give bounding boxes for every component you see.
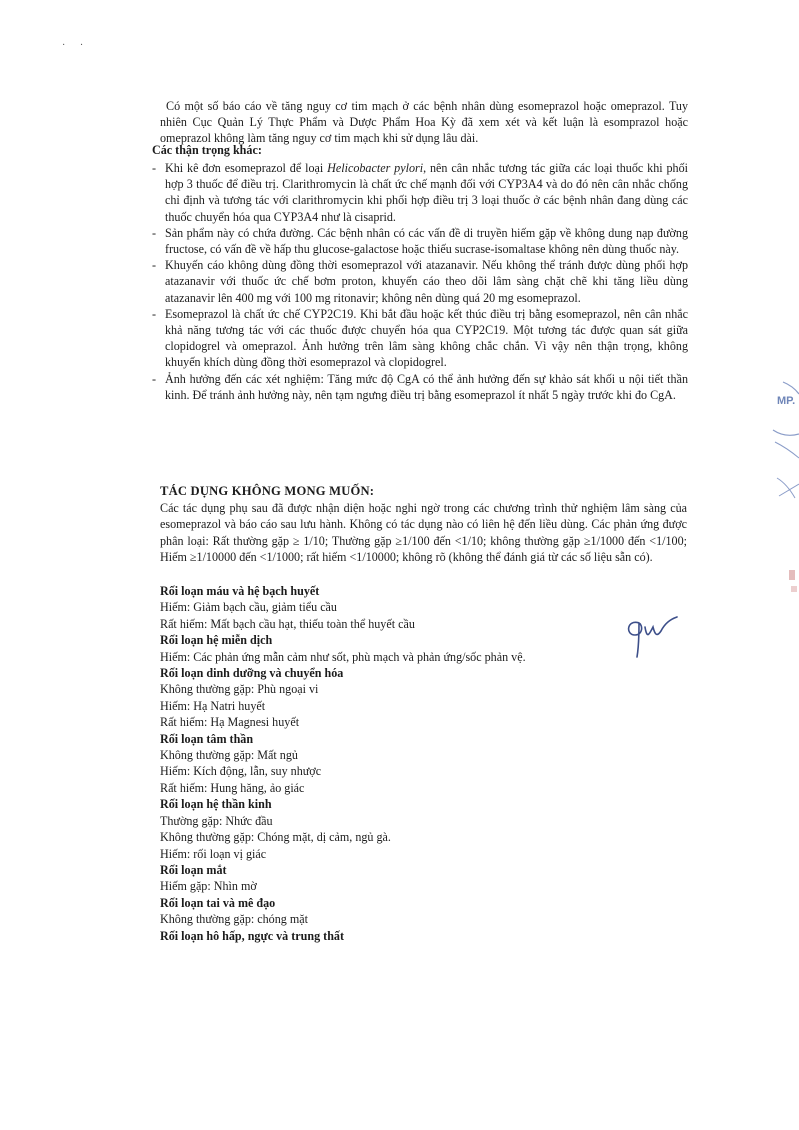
other-cautions-heading: Các thận trọng khác: xyxy=(152,143,262,157)
caution-item xyxy=(152,257,688,306)
caution-item xyxy=(152,371,688,403)
section-ear xyxy=(160,895,688,928)
section-item: Thường gặp: Nhức đầu xyxy=(160,813,273,828)
section-item: Rất hiếm: Mất bạch cầu hạt, thiếu toàn thể huyết cầu xyxy=(160,616,415,631)
section-item: Hiếm: rối loạn vị giác xyxy=(160,846,267,861)
caution-text-cont: , nên cân nhắc tương tác giữa các loại thuốc khi phối hợp 3 thuốc để điều trị. Clarithromycin là chất ức chế mạnh đối với CYP3A4 và do đó nên cân nhắc chống chỉ định và tương tác với clarithromycin khi phối hợp điều trị 3 loại thuốc ở các bệnh nhân đang dùng các thuốc chuyển hóa qua CYP3A4 như là cisaprid. xyxy=(165,161,689,224)
intro-paragraph: Có một số báo cáo về tăng nguy cơ tim mạch ở các bệnh nhân dùng esomeprazol hoặc omeprazol. Tuy nhiên Cục Quản Lý Thực Phẩm và Dược Phẩm Hoa Kỳ đã xem xét và kết luận là esomprazol hoặc omeprazol không làm tăng nguy cơ tim mạch khi sử dụng lâu dài. xyxy=(160,99,688,146)
section-item: Hiếm: Các phản ứng mẫn cảm như sốt, phù mạch và phản ứng/sốc phản vệ. xyxy=(160,649,526,664)
adverse-effects-sections xyxy=(160,583,688,944)
section-psychiatric xyxy=(160,731,688,797)
caution-item xyxy=(152,160,688,225)
section-nervous xyxy=(160,796,688,862)
section-heading: Rối loạn hệ thần kinh xyxy=(160,797,272,812)
caution-item xyxy=(152,225,688,257)
section-item: Không thường gặp: Chóng mặt, dị cảm, ngủ gà. xyxy=(160,830,391,845)
section-item: Hiếm gặp: Nhìn mờ xyxy=(160,879,257,894)
section-metabolism xyxy=(160,665,688,731)
cautions-list xyxy=(152,160,688,403)
adverse-effects-intro: Các tác dụng phụ sau đã được nhận diện hoặc nghi ngờ trong các chương trình thử nghiệm lâm sàng của esomeprazol và báo cáo sau lưu hành. Không có tác dụng nào có liên hệ đến liều dùng. Các phản ứng được phân loại: Rất thường gặp ≥ 1/10; Thường gặp ≥1/100 đến <1/10; không thường gặp ≥1/1000 đến <1/100; Hiếm ≥1/10000 đến <1/1000; rất hiếm <1/10000; không rõ (không thể đánh giá từ các số liệu sẵn có). xyxy=(160,501,687,564)
caution-text: Khi kê đơn esomeprazol để loại xyxy=(165,161,328,175)
section-item: Hiếm: Kích động, lẫn, suy nhược xyxy=(160,764,322,779)
section-item: Không thường gặp: Mất ngủ xyxy=(160,748,298,763)
section-heading: Rối loạn dinh dưỡng và chuyển hóa xyxy=(160,666,344,681)
corner-marks: · · xyxy=(62,40,90,51)
section-item: Rất hiếm: Hạ Magnesi huyết xyxy=(160,715,300,730)
section-heading: Rối loạn hô hấp, ngực và trung thất xyxy=(160,928,344,943)
section-heading: Rối loạn mắt xyxy=(160,862,227,877)
adverse-effects-title: TÁC DỤNG KHÔNG MONG MUỐN: xyxy=(160,484,375,498)
section-item: Hiếm: Giảm bạch cầu, giảm tiểu cầu xyxy=(160,600,337,615)
caution-item xyxy=(152,306,688,371)
section-eye xyxy=(160,862,688,895)
section-item: Không thường gặp: Phù ngoại vi xyxy=(160,682,319,697)
section-immune xyxy=(160,632,688,665)
section-heading: Rối loạn hệ miễn dịch xyxy=(160,633,273,648)
section-respiratory xyxy=(160,928,688,944)
caution-text: Esomeprazol là chất ức chế CYP2C19. Khi bắt đầu hoặc kết thúc điều trị bằng esomeprazol, nên cân nhắc khả năng tương tác với các thuốc được chuyển hóa qua CYP2C19. Một tương tác được quan sát giữa clopidogrel và omeprazol. Ảnh hưởng trên lâm sàng không chắc chắn. Vì vậy nên thận trọng, không khuyến khích dùng đồng thời esomeprazol và clopidogrel. xyxy=(165,306,688,370)
stamp-text: MP. xyxy=(777,395,796,407)
section-item: Không thường gặp: chóng mặt xyxy=(160,912,308,927)
partial-stamp-graphic xyxy=(755,380,799,600)
caution-italic-text: Helicobacter pylori xyxy=(327,161,424,175)
section-blood xyxy=(160,583,688,632)
section-heading: Rối loạn tâm thần xyxy=(160,731,254,746)
section-item: Hiếm: Hạ Natri huyết xyxy=(160,698,266,713)
section-heading: Rối loạn máu và hệ bạch huyết xyxy=(160,584,320,598)
caution-text: Sản phẩm này có chứa đường. Các bệnh nhân có các vấn đề di truyền hiếm gặp về không dung nạp đường fructose, có vấn đề về hấp thu glucose-galactose hoặc thiếu sucrase-isomaltase không nên dùng thuốc này. xyxy=(165,225,688,257)
caution-text: Ảnh hưởng đến các xét nghiệm: Tăng mức độ CgA có thể ảnh hưởng đến sự khảo sát khối u nội tiết thần kinh. Để tránh ảnh hưởng này, nên tạm ngưng điều trị bằng esomeprazol ít nhất 5 ngày trước khi đo CgA. xyxy=(165,371,688,402)
section-item: Rất hiếm: Hung hăng, ảo giác xyxy=(160,780,305,795)
handwritten-signature xyxy=(617,605,687,665)
caution-text: Khuyến cáo không dùng đồng thời esomeprazol với atazanavir. Nếu không thể tránh được dùng phối hợp atazanavir với thuốc ức chế bơm proton, khuyến cáo theo dõi lâm sàng chặt chẽ khi tăng liều dùng atazanavir lên 400 mg với 100 mg ritonavir; không nên dùng quá 20 mg esomeprazol. xyxy=(165,258,688,305)
section-heading: Rối loạn tai và mê đạo xyxy=(160,895,276,910)
